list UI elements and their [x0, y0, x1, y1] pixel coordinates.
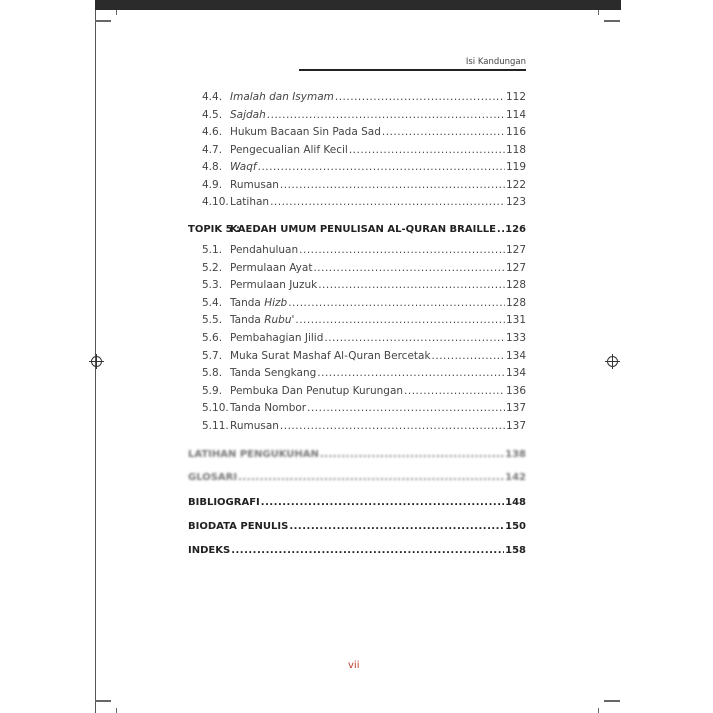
title-text: Pengecualian Alif Kecil	[230, 143, 348, 156]
page-ref: 127	[505, 244, 526, 256]
entry-title: LATIHAN PENGUKUHAN	[188, 449, 319, 460]
topic-title: KAEDAH UMUM PENULISAN AL-QURAN BRAILLE	[230, 224, 496, 235]
title-italic: Rubu'	[264, 314, 295, 327]
dot-leader	[280, 179, 505, 191]
section-title	[230, 179, 279, 191]
title-text: Pembahagian Jilid	[230, 332, 324, 344]
topic-heading[interactable]	[188, 224, 526, 235]
section-title	[230, 144, 348, 156]
section-number: 5.9.	[202, 384, 223, 397]
toc-entry[interactable]	[202, 196, 526, 208]
section-title	[230, 332, 323, 344]
toc-entry[interactable]	[202, 179, 526, 191]
toc-entry[interactable]	[202, 126, 526, 138]
dot-leader	[267, 109, 505, 121]
title-text: Rumusan	[230, 178, 279, 191]
page-ref: 158	[505, 545, 526, 556]
section-title	[230, 350, 431, 362]
section-number: 4.8.	[202, 161, 223, 173]
dot-leader	[289, 521, 504, 532]
title-italic: Hizb	[264, 296, 288, 309]
toc-main-entry[interactable]	[188, 449, 526, 460]
page-ref: 116	[505, 126, 526, 138]
page-ref: 114	[505, 108, 526, 121]
dot-leader	[432, 350, 505, 362]
dot-leader	[404, 385, 505, 397]
section-title	[230, 314, 294, 326]
page-number: vii	[348, 660, 360, 671]
section-title	[230, 262, 312, 274]
title-text: Rumusan	[230, 420, 279, 432]
page-ref: 137	[505, 402, 526, 415]
section-number: 5.3.	[202, 279, 223, 292]
registration-mark-icon	[91, 356, 102, 367]
title-text: Tanda Sengkang	[230, 367, 317, 380]
toc-entry[interactable]	[202, 161, 526, 173]
registration-mark-icon	[607, 356, 618, 367]
page-ref: 126	[505, 224, 526, 235]
dot-leader	[307, 402, 505, 414]
section-number: 5.2.	[202, 261, 223, 274]
page-ref: 150	[505, 521, 526, 532]
toc-entry[interactable]	[202, 402, 526, 414]
section-number: 5.6.	[202, 332, 223, 344]
title-text: Pendahuluan	[230, 244, 299, 256]
section-number: 4.4.	[202, 91, 223, 103]
title-text: Tanda	[230, 296, 265, 309]
title-text: Hukum Bacaan Sin Pada Sad	[230, 126, 381, 138]
crop-mark	[598, 10, 599, 15]
toc-main-entry[interactable]	[188, 521, 526, 532]
page-ref: 118	[505, 143, 526, 156]
toc-main-entry[interactable]	[188, 472, 526, 483]
page-ref: 136	[505, 384, 526, 397]
toc-entry[interactable]	[202, 367, 526, 379]
dot-leader	[335, 91, 505, 103]
section-number: 4.5.	[202, 108, 223, 121]
section-title	[230, 126, 381, 138]
crop-mark	[95, 20, 111, 22]
topic-number: TOPIK 5 :	[188, 224, 241, 235]
header-rule	[299, 69, 526, 71]
title-text: Tanda	[230, 314, 265, 327]
toc-main-entry[interactable]	[188, 497, 526, 508]
crop-mark	[116, 708, 117, 713]
toc-entry[interactable]	[202, 314, 526, 326]
toc-entry[interactable]	[202, 91, 526, 103]
page-ref: 127	[505, 261, 526, 274]
page-ref: 122	[505, 178, 526, 191]
title-text: Tanda Nombor	[230, 402, 307, 415]
crop-bar	[95, 0, 621, 10]
section-title	[230, 420, 279, 432]
page-ref: 134	[505, 349, 526, 362]
toc-entry[interactable]	[202, 420, 526, 432]
header-word: Kandungan	[477, 57, 526, 67]
dot-leader	[270, 196, 505, 208]
running-header	[466, 57, 526, 67]
dot-leader	[313, 262, 505, 274]
dot-leader	[295, 314, 505, 326]
page-ref: 133	[505, 332, 526, 344]
page-ref: 119	[505, 161, 526, 173]
title-italic: Waqf	[230, 161, 257, 173]
entry-title: BIBLIOGRAFI	[188, 497, 260, 508]
page-ref: 131	[505, 314, 526, 327]
section-number: 4.10.	[202, 196, 229, 208]
crop-mark	[95, 700, 111, 702]
page-ref: 128	[505, 279, 526, 292]
dot-leader	[238, 472, 504, 483]
page-ref: 128	[505, 296, 526, 309]
dot-leader	[261, 497, 504, 508]
section-title	[230, 402, 306, 414]
toc-entry[interactable]	[202, 350, 526, 362]
page-ref: 112	[505, 91, 526, 103]
title-text: Permulaan Juzuk	[230, 279, 318, 292]
section-title	[230, 109, 266, 121]
section-number: 5.7.	[202, 349, 223, 362]
section-title	[230, 279, 317, 291]
toc-entry[interactable]	[202, 109, 526, 121]
section-number: 5.11.	[202, 420, 229, 432]
header-word: Isi	[465, 57, 476, 67]
toc-entry[interactable]	[202, 279, 526, 291]
toc-entry[interactable]	[202, 262, 526, 274]
toc-entry[interactable]	[202, 297, 526, 309]
toc-main-entry[interactable]	[188, 545, 526, 556]
toc-entry[interactable]	[202, 332, 526, 344]
section-number: 4.9.	[202, 178, 223, 191]
title-text: Pembuka Dan Penutup Kurungan	[230, 384, 404, 397]
section-title	[230, 244, 298, 256]
section-number: 5.10.	[202, 402, 229, 415]
crop-mark	[604, 700, 620, 702]
dot-leader	[349, 144, 505, 156]
dot-leader	[318, 279, 505, 291]
entry-title: BIODATA PENULIS	[188, 521, 289, 532]
section-number: 5.8.	[202, 367, 223, 380]
title-text: Permulaan Ayat	[230, 261, 313, 274]
section-title	[230, 161, 257, 173]
section-title	[230, 297, 287, 309]
section-number: 5.5.	[202, 314, 223, 327]
section-title	[230, 385, 403, 397]
page-ref: 137	[505, 420, 526, 432]
section-number: 5.4.	[202, 296, 223, 309]
toc-entry[interactable]	[202, 385, 526, 397]
dot-leader	[382, 126, 505, 138]
dot-leader	[231, 545, 504, 556]
title-text: Latihan	[230, 196, 270, 208]
dot-leader	[280, 420, 505, 432]
title-text: Muka Surat Mashaf Al-Quran Bercetak	[230, 349, 431, 362]
section-number: 4.6.	[202, 126, 223, 138]
dot-leader	[497, 224, 504, 235]
section-title	[230, 367, 316, 379]
section-number: 4.7.	[202, 143, 223, 156]
page-ref: 138	[505, 449, 526, 460]
crop-mark	[116, 10, 117, 15]
section-title	[230, 196, 269, 208]
toc-entry[interactable]	[202, 144, 526, 156]
toc-entry[interactable]	[202, 244, 526, 256]
entry-title: INDEKS	[188, 545, 231, 556]
dot-leader	[317, 367, 505, 379]
crop-mark	[598, 708, 599, 713]
page-ref: 142	[505, 472, 526, 483]
page-ref: 123	[505, 196, 526, 208]
section-number: 5.1.	[202, 244, 223, 256]
dot-leader	[320, 449, 504, 460]
crop-mark	[604, 20, 620, 22]
title-italic: Sajdah	[230, 108, 266, 121]
page-ref: 148	[505, 497, 526, 508]
dot-leader	[288, 297, 505, 309]
dot-leader	[258, 161, 505, 173]
page-ref: 134	[505, 367, 526, 380]
dot-leader	[324, 332, 505, 344]
title-italic: Imalah dan Isymam	[230, 91, 334, 103]
section-title	[230, 91, 334, 103]
entry-title: GLOSARI	[188, 472, 238, 483]
dot-leader	[299, 244, 505, 256]
